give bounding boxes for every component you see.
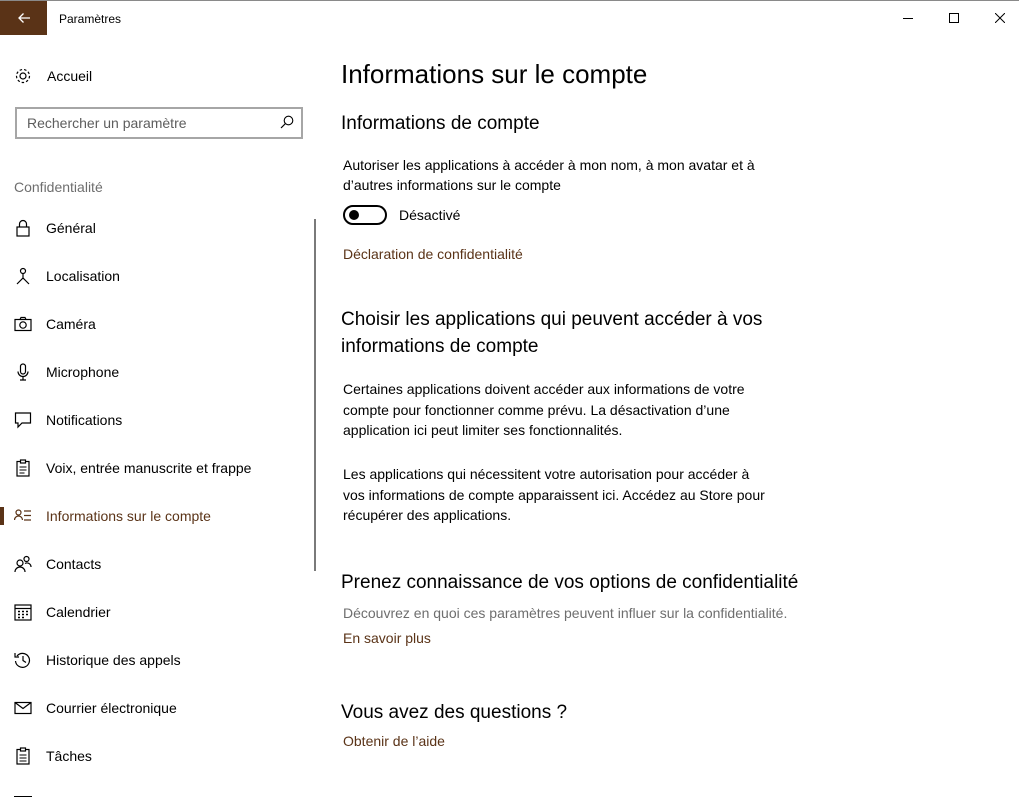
sidebar-item-speech[interactable] — [0, 444, 310, 492]
contacts-icon — [14, 555, 32, 573]
microphone-icon — [14, 363, 32, 381]
account-info-description-1: Autoriser les applications à accéder à mon nom, à mon avatar et à — [343, 157, 755, 173]
close-button[interactable] — [977, 1, 1019, 35]
account-access-toggle[interactable] — [343, 205, 387, 225]
lock-icon — [14, 219, 32, 237]
sidebar-item-label: Microphone — [46, 364, 120, 380]
tasks-icon — [14, 747, 32, 765]
sidebar-item-tasks[interactable] — [0, 732, 310, 780]
learn-more-link[interactable]: En savoir plus — [343, 630, 431, 646]
location-icon — [14, 267, 32, 285]
choose-apps-para1-3: application ici peut limiter ses fonctionnalités. — [343, 422, 623, 438]
title-bar — [0, 0, 1019, 36]
back-arrow-icon — [17, 12, 31, 24]
mail-icon — [14, 699, 32, 717]
sidebar-item-label: Historique des appels — [46, 652, 181, 668]
sidebar-item-location[interactable] — [0, 252, 310, 300]
sidebar-item-label: Caméra — [46, 316, 96, 332]
camera-icon — [14, 315, 32, 333]
clipboard-icon — [14, 459, 32, 477]
sidebar-item-email[interactable] — [0, 684, 310, 732]
sidebar-item-calendar[interactable] — [0, 588, 310, 636]
privacy-statement-link[interactable]: Déclaration de confidentialité — [343, 246, 523, 262]
back-button[interactable] — [0, 1, 47, 35]
sidebar-item-label: Voix, entrée manuscrite et frappe — [46, 460, 252, 476]
search-input[interactable] — [27, 114, 267, 132]
gear-icon — [14, 67, 32, 85]
account-info-icon — [14, 507, 32, 525]
sidebar-item-label: Général — [46, 220, 96, 236]
sidebar-item-label: Contacts — [46, 556, 102, 572]
choose-apps-para2-3: récupérer des applications. — [343, 507, 512, 523]
minimize-button[interactable] — [885, 1, 931, 35]
privacy-options-description: Découvrez en quoi ces paramètres peuvent influer sur la confidentialité. — [343, 605, 788, 621]
notification-icon — [14, 411, 32, 429]
get-help-link[interactable]: Obtenir de l’aide — [343, 733, 445, 749]
active-indicator — [0, 507, 4, 525]
sidebar-item-general[interactable] — [0, 204, 310, 252]
sidebar-item-camera[interactable] — [0, 300, 310, 348]
sidebar-item-call-history[interactable] — [0, 636, 310, 684]
questions-heading: Vous avez des questions ? — [341, 702, 568, 723]
call-history-icon — [14, 651, 32, 669]
sidebar-item-label: Calendrier — [46, 604, 111, 620]
app-title: Paramètres — [59, 12, 122, 26]
sidebar-item-notifications[interactable] — [0, 396, 310, 444]
sidebar-item-account-info[interactable] — [0, 492, 310, 540]
sidebar-item-label: Localisation — [46, 268, 120, 284]
close-icon — [995, 13, 1005, 23]
minimize-icon — [903, 13, 913, 23]
sidebar-item-label: Informations sur le compte — [46, 508, 211, 524]
search-box[interactable] — [15, 107, 303, 139]
sidebar-item-contacts[interactable] — [0, 540, 310, 588]
home-nav-item[interactable] — [14, 64, 93, 88]
calendar-icon — [14, 603, 32, 621]
sidebar-item-microphone[interactable] — [0, 348, 310, 396]
section-title: Confidentialité — [14, 179, 103, 195]
search-icon[interactable] — [280, 115, 294, 129]
sidebar-nav — [0, 204, 310, 780]
choose-apps-para1-2: compte pour fonctionner comme prévu. La désactivation d’une — [343, 401, 730, 418]
sidebar-scrollbar[interactable] — [314, 219, 316, 571]
choose-apps-para1-1: Certaines applications doivent accéder aux informations de votre — [343, 381, 745, 397]
sidebar-item-label: Courrier électronique — [46, 700, 177, 716]
privacy-options-heading: Prenez connaissance de vos options de confidentialité — [341, 572, 799, 593]
choose-apps-para2-2: vos informations de compte apparaissent ici. Accédez au Store pour — [343, 486, 765, 503]
sidebar-item-label: Notifications — [46, 412, 123, 428]
toggle-knob — [349, 210, 359, 220]
account-info-heading: Informations de compte — [341, 113, 540, 134]
home-label: Accueil — [47, 68, 93, 84]
page-title: Informations sur le compte — [341, 59, 648, 89]
account-info-description-2: d’autres informations sur le compte — [343, 177, 561, 193]
sidebar-item-label: Tâches — [46, 748, 92, 764]
choose-apps-heading-1: Choisir les applications qui peuvent accéder à vos — [341, 309, 763, 330]
toggle-state-label: Désactivé — [399, 207, 461, 223]
choose-apps-para2-1: Les applications qui nécessitent votre autorisation pour accéder à — [343, 466, 750, 482]
choose-apps-heading-2: informations de compte — [341, 336, 539, 357]
maximize-button[interactable] — [931, 1, 977, 35]
maximize-icon — [949, 13, 959, 23]
